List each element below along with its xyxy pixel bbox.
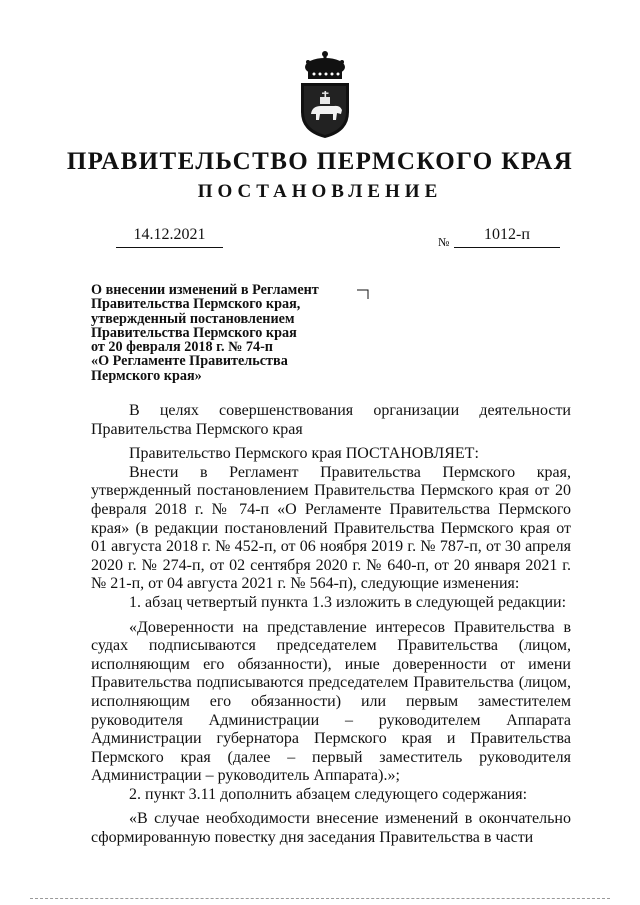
body-paragraph: 2. пункт 3.11 дополнить абзацем следующего содержания:: [129, 785, 528, 803]
document-date: 14.12.2021: [116, 226, 223, 248]
subject-line: Правительства Пермского края: [91, 324, 297, 341]
body-paragraph: «Доверенности на представление интересов Правительства в судах подписываются председателем Правительства (лицом, исполняющим его обязанности), иные доверенности от имени Правительства подписываются председателем Правительства (лицом, исполняющим его обязанности) или первым заместителем руководителя Администрации – руководителем Аппарата Администрации губернатора Пермского края и Правительства Пермского края (далее – первый заместитель руководителя Администрации – руководитель Аппарата).»;: [91, 618, 571, 785]
document-number: 1012-п: [454, 226, 560, 248]
scan-edge-marks: [30, 898, 610, 901]
number-label: №: [438, 235, 450, 249]
coat-of-arms-icon: [296, 50, 354, 140]
subject-line: О внесении изменений в Регламент: [91, 282, 319, 298]
body-paragraph: Правительство Пермского края ПОСТАНОВЛЯЕТ:: [129, 445, 479, 463]
subject-line: утвержденный постановлением: [91, 310, 295, 327]
document-subject: [91, 283, 361, 383]
corner-bracket-mark: [357, 286, 369, 296]
body-paragraph: 1. абзац четвертый пункта 1.3 изложить в следующей редакции:: [129, 593, 567, 611]
subject-line: «О Регламенте Правительства: [91, 353, 288, 370]
document-type: ПОСТАНОВЛЕНИЕ: [197, 181, 443, 202]
body-paragraph: В целях совершенствования организации деятельности Правительства Пермского края: [91, 402, 571, 438]
body-paragraph: «В случае необходимости внесение изменений в окончательно сформированную повестку дня заседания Правительства в части: [91, 810, 571, 847]
subject-line: Правительства Пермского края,: [91, 296, 301, 313]
subject-line: Пермского края»: [91, 367, 202, 384]
subject-line: от 20 февраля 2018 г. № 74-п: [91, 339, 273, 356]
body-paragraph: Внести в Регламент Правительства Пермского края, утвержденный постановлением Правительства Пермского края от 20 февраля 2018 г. № 74-п «О Регламенте Правительства Пермского края» (в редакции постановлений Правительства Пермского края от 01 августа 2018 г. № 452-п, от 06 ноября 2019 г. № 787-п, от 30 апреля 2020 г. № 274-п, от 02 сентября 2020 г. № 640-п, от 20 января 2021 г. № 21-п, от 04 августа 2021 г. № 564-п), следующие изменения:: [91, 463, 571, 593]
organization-title: ПРАВИТЕЛЬСТВО ПЕРМСКОГО КРАЯ: [66, 148, 574, 175]
document-body: [91, 402, 571, 848]
